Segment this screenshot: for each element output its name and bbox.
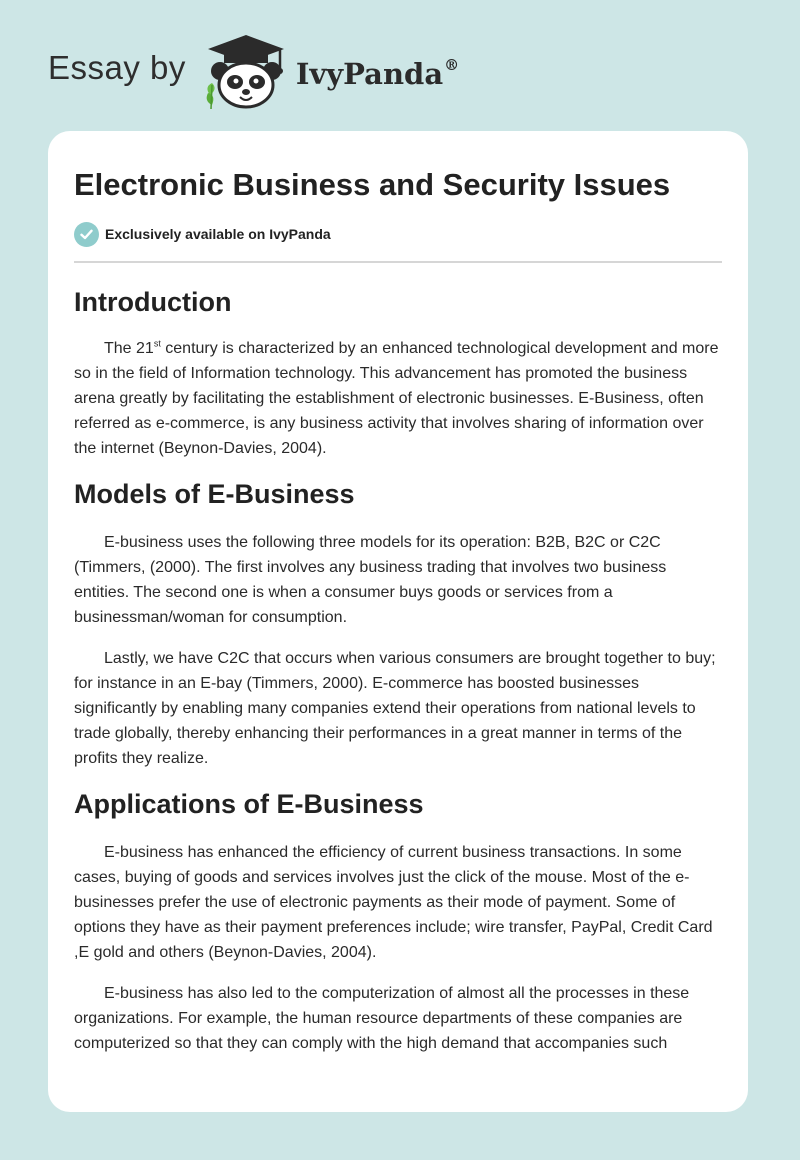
essay-brand-header <box>48 32 459 112</box>
essay-title: Electronic Business and Security Issues <box>74 167 671 202</box>
check-circle-icon <box>74 222 99 247</box>
section-heading-applications: Applications of E-Business <box>74 789 424 819</box>
essay-card <box>48 131 748 1112</box>
section-heading-models: Models of E-Business <box>74 479 355 509</box>
paragraph-introduction: The 21st century is characterized by an enhanced technological development and more so in the field of Information technology. This advancement has promoted the business arena greatly by facilitating the establishment of electronic businesses. E-Business, often referred as e-commerce, is any business activity that involves sharing of information over the internet (Beynon-Davies, 2004). <box>74 338 719 457</box>
registered-mark: ® <box>444 55 460 74</box>
paragraph-models-1: E-business uses the following three models for its operation: B2B, B2C or C2C (Timmers, (2000). The first involves any business trading that involves two business entities. The second one is when a consumer buys goods or services from a businessman/woman for consumption. <box>74 534 667 626</box>
paragraph-models-2: Lastly, we have C2C that occurs when various consumers are brought together to buy; for instance in an E-bay (Timmers, 2000). E-commerce has boosted businesses significantly by enabling many companies extend their operations from national levels to trade globally, thereby enhancing their performances in a great manner in terms of the profits they realize. <box>74 650 716 767</box>
brand-prefix: Essay by <box>48 49 186 86</box>
exclusive-badge <box>74 220 722 248</box>
panda-logo-icon[interactable] <box>202 33 290 111</box>
paragraph-applications-2: E-business has also led to the computerization of almost all the processes in these organizations. For example, the human resource departments of these companies are computerized so that they can comply with the high demand that accompanies such <box>74 985 690 1052</box>
section-heading-introduction: Introduction <box>74 287 232 317</box>
divider <box>74 261 722 263</box>
paragraph-applications-1: E-business has enhanced the efficiency of current business transactions. In some cases, buying of goods and services involves just the click of the mouse. Most of the e-businesses prefer the use of electronic payments as their mode of payment. Some of options they have as their payment preferences include; wire transfer, PayPal, Credit Card ,E gold and others (Beynon-Davies, 2004). <box>74 844 713 961</box>
brand-name[interactable]: IvyPanda® <box>295 55 460 91</box>
exclusive-label: Exclusively available on IvyPanda <box>105 226 331 242</box>
